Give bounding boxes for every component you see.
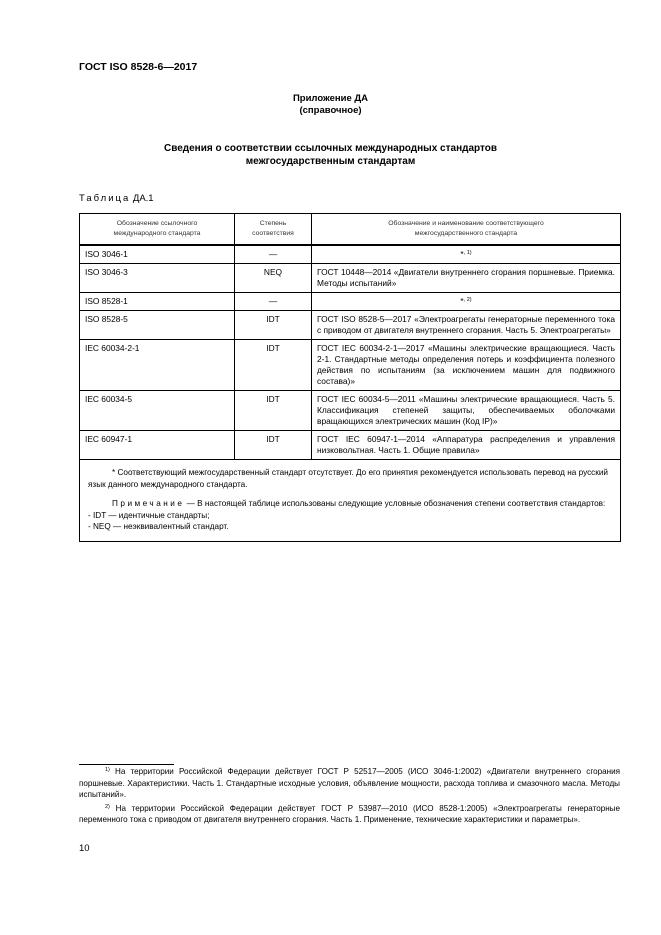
table-row (80, 264, 621, 293)
cell-standard: ISO 3046-3 (80, 264, 235, 293)
cell-counterpart (312, 245, 621, 264)
table-row (80, 391, 621, 431)
table-row (80, 245, 621, 264)
table-row (80, 340, 621, 391)
cell-degree: IDT (235, 311, 312, 340)
document-title-line-1: Сведения о соответствии ссылочных международных стандартов (163, 143, 498, 154)
cell-degree: — (235, 293, 312, 311)
cell-counterpart: ГОСТ IEC 60947-1—2014 «Аппаратура распределения и управления низковольтная. Часть 1. Общие правила» (312, 431, 621, 460)
cell-counterpart: ГОСТ 10448—2014 «Двигатели внутреннего сгорания поршневые. Приемка. Методы испытаний» (312, 264, 621, 293)
annex-title: Приложение ДА (292, 93, 369, 104)
footnote-separator (79, 764, 174, 765)
footnote-mark-1: 1) (105, 767, 110, 773)
header-reference-standard (80, 214, 235, 246)
cell-counterpart: ГОСТ IEC 60034-5—2011 «Машины электрические вращающиеся. Часть 5. Классификация степеней защиты, обеспечиваемых оболочками вращающихся электрических машин (Код IP)» (312, 391, 621, 431)
table-note (88, 498, 608, 510)
document-title-line-2: межгосударственным стандартам (245, 156, 416, 167)
table-row (80, 293, 621, 311)
header-col1-line1: Обозначение ссылочного (116, 220, 198, 227)
table-caption-id: ДА.1 (132, 193, 154, 204)
cell-standard: ISO 8528-1 (80, 293, 235, 311)
cell-degree: IDT (235, 391, 312, 431)
annex-heading (0, 93, 661, 117)
table-caption (79, 193, 154, 204)
note-item-neq: - NEQ — неэквивалентный стандарт. (88, 522, 229, 531)
cell-counterpart: ГОСТ IEC 60034-2-1—2017 «Машины электрические вращающиеся. Часть 2-1. Стандартные методы определения потерь и коэффициента полезного действия по испытаниям (за исключением машин для подвижного состава)» (312, 340, 621, 391)
header-col2-line1: Степень (259, 220, 287, 227)
table-header-row (80, 214, 621, 246)
header-col3-line1: Обозначение и наименование соответствующего (388, 220, 544, 227)
table-notes (80, 460, 621, 542)
footnote-1 (79, 766, 620, 801)
header-degree (235, 214, 312, 246)
table-caption-word: Таблица (79, 193, 131, 204)
note-word: Примечание (112, 499, 185, 508)
cell-counterpart (312, 293, 621, 311)
correspondence-table (79, 213, 621, 542)
footnote-mark-2: 2) (105, 803, 110, 810)
cell-standard: ISO 8528-5 (80, 311, 235, 340)
document-code-header: ГОСТ ISO 8528-6—2017 (79, 61, 198, 73)
cell-degree: IDT (235, 431, 312, 460)
note-text: — В настоящей таблице использованы следующие условные обозначения степени соответствия стандартов: (184, 499, 606, 508)
header-interstate-standard (312, 214, 621, 246)
header-col1-line2: международного стандарта (113, 229, 201, 237)
header-col3-line2: межгосударственного стандарта (414, 229, 518, 237)
cell-degree: — (235, 245, 312, 264)
table-row (80, 431, 621, 460)
correspondence-table-wrapper (79, 213, 620, 542)
footnote-text-1: На территории Российской Федерации действует ГОСТ Р 52517—2005 (ИСО 3046-1:2002) «Двигатели внутреннего сгорания поршневые. Характеристики. Часть 1. Стандартные исходные условия, объявление мощности, расхода топлива и смазочного масла. Методы испытаний». (79, 767, 620, 800)
cell-counterpart: ГОСТ ISO 8528-5—2017 «Электроагрегаты генераторные переменного тока с приводом от двигателя внутреннего сгорания. Часть 5. Электроагрегаты» (312, 311, 621, 340)
footnote-ref-2: , 2) (463, 297, 472, 303)
cell-standard: IEC 60034-2-1 (80, 340, 235, 391)
asterisk-note: * Соответствующий межгосударственный стандарт отсутствует. До его принятия рекомендуется использовать перевод на русский язык данного международного стандарта. (88, 468, 608, 489)
cell-degree: IDT (235, 340, 312, 391)
table-notes-row (80, 460, 621, 542)
footnote-text-2: На территории Российской Федерации действует ГОСТ Р 53987—2010 (ИСО 8528-1:2005) «Электроагрегаты генераторные переменного тока с приводом от двигателя внутреннего сгорания. Часть 1. Применение, технические характеристики и параметры». (79, 803, 620, 825)
footnote-2 (79, 803, 620, 826)
footnote-ref-1: , 1) (463, 250, 472, 256)
document-title (0, 142, 661, 168)
cell-counterpart-text: * (460, 296, 464, 306)
cell-counterpart-text: * (460, 249, 464, 259)
cell-standard: IEC 60947-1 (80, 431, 235, 460)
note-item-idt: - IDT — идентичные стандарты; (88, 510, 210, 520)
page-number: 10 (79, 843, 90, 854)
header-col2-line2: соответствия (252, 229, 294, 237)
table-row (80, 311, 621, 340)
cell-standard: ISO 3046-1 (80, 245, 235, 264)
annex-type: (справочное) (299, 105, 362, 116)
cell-degree: NEQ (235, 264, 312, 293)
cell-standard: IEC 60034-5 (80, 391, 235, 431)
footnotes (79, 766, 620, 828)
